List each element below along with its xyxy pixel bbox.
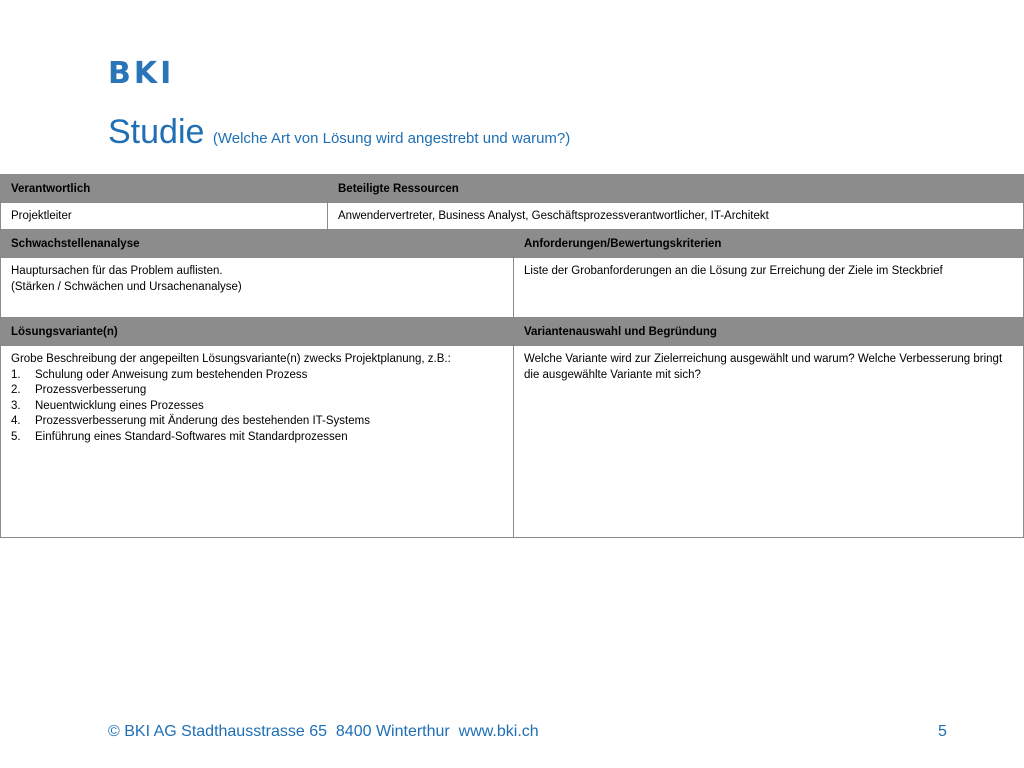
list-item-number: 2. [11,384,21,396]
cell-beteiligte-ressourcen: Anwendervertreter, Business Analyst, Geschäftsprozessverantwortlicher, IT-Architekt [327,202,1024,230]
title-subtitle: (Welche Art von Lösung wird angestrebt und warum?) [212,130,571,147]
list-item-number: 5. [11,430,21,443]
bki-logo: BKI [108,56,175,91]
list-item [11,430,503,446]
schwachstellen-line-2: (Stärken / Schwächen und Ursachenanalyse) [11,280,242,293]
loesungsvarianten-list [11,368,503,446]
list-item [11,368,503,384]
list-item-number: 4. [11,415,21,427]
list-item-text: Prozessverbesserung mit Änderung des bestehenden IT-Systems [35,415,370,427]
header-beteiligte-ressourcen: Beteiligte Ressourcen [327,174,1024,203]
list-item-text: Neuentwicklung eines Prozesses [35,399,204,412]
list-item-text: Prozessverbesserung [35,384,147,396]
title-main: Studie [108,113,205,151]
list-item-text: Einführung eines Standard-Softwares mit Standardprozessen [35,430,348,443]
header-anforderungen: Anforderungen/Bewertungskriterien [513,229,1024,258]
page-number: 5 [938,723,947,740]
list-item-text: Schulung oder Anweisung zum bestehenden Prozess [35,368,308,381]
cell-schwachstellenanalyse [0,257,514,318]
header-variantenauswahl: Variantenauswahl und Begründung [513,317,1024,346]
page-title [108,112,570,152]
cell-anforderungen: Liste der Grobanforderungen an die Lösung zur Erreichung der Ziele im Steckbrief [513,257,1024,318]
list-item-number: 3. [11,399,21,412]
schwachstellen-line-1: Hauptursachen für das Problem auflisten. [11,265,223,277]
footer-copyright: © BKI AG Stadthausstrasse 65 8400 Winterthur www.bki.ch [108,723,539,740]
cell-loesungsvarianten [0,345,514,538]
list-item [11,399,503,415]
loesungsvarianten-intro: Grobe Beschreibung der angepeilten Lösungsvariante(n) zwecks Projektplanung, z.B.: [11,353,451,365]
cell-variantenauswahl: Welche Variante wird zur Zielerreichung ausgewählt und warum? Welche Verbesserung bringt die ausgewählte Variante mit sich? [513,345,1024,538]
header-loesungsvarianten: Lösungsvariante(n) [0,317,514,346]
list-item [11,383,503,399]
header-schwachstellenanalyse: Schwachstellenanalyse [0,229,514,258]
cell-verantwortlich: Projektleiter [0,202,328,230]
list-item [11,414,503,430]
list-item-number: 1. [11,368,21,381]
header-verantwortlich: Verantwortlich [0,174,328,203]
